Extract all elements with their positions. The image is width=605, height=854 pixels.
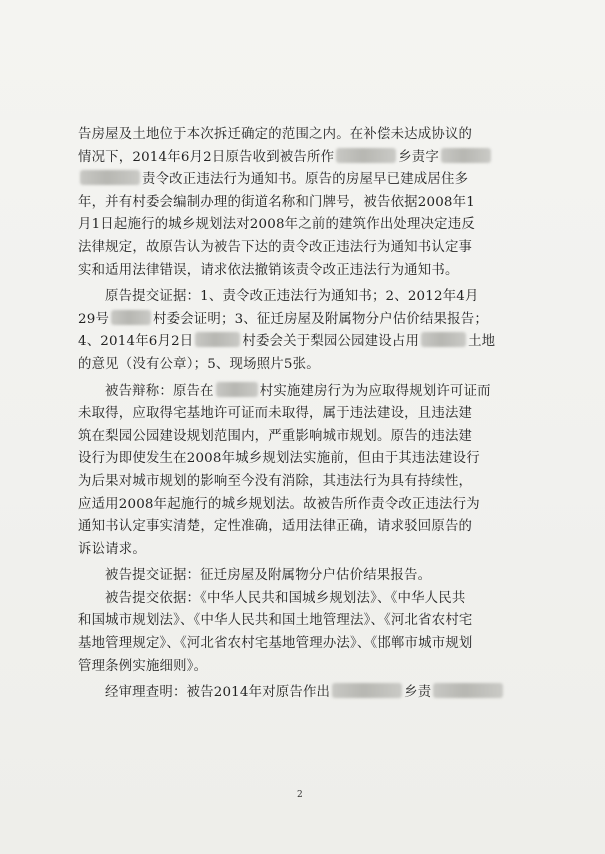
text-line	[78, 214, 556, 237]
text-segment: 被告提交证据：征迁房屋及附属物分户估价结果报告。	[105, 568, 432, 584]
text-segment: 年，并有村委会编制办理的街道名称和门牌号，被告依据2008年1	[78, 194, 475, 210]
text-segment: 筑在梨园公园建设规划范围内，严重影响城市规划。原告的违法建	[78, 428, 473, 444]
text-line	[78, 381, 556, 404]
redaction-blur	[421, 332, 466, 347]
text-line	[78, 494, 556, 517]
redaction-blur	[332, 683, 402, 698]
text-line	[78, 682, 556, 705]
redaction-blur	[111, 310, 151, 325]
redaction-blur	[80, 170, 140, 185]
text-line	[78, 471, 556, 494]
text-line	[78, 237, 556, 260]
text-segment: 土地	[468, 334, 496, 350]
redaction-blur	[216, 382, 258, 397]
text-line	[78, 260, 556, 283]
text-segment: 基地管理规定》、《河北省农村宅基地管理办法》、《邯郸市城市规划	[78, 636, 473, 652]
redaction-blur	[336, 148, 396, 163]
text-segment: 法律规定，故原告认为被告下达的责令改正违法行为通知书认定事	[78, 239, 473, 255]
text-line	[78, 656, 556, 679]
text-segment: 乡责	[404, 685, 432, 701]
text-segment: 未取得，应取得宅基地许可证而未取得，属于违法建设，且违法建	[78, 406, 473, 422]
text-segment: 诉讼请求。	[78, 541, 146, 557]
text-line	[78, 309, 556, 332]
text-segment: 村实施建房行为为应取得规划许可证而	[259, 383, 491, 399]
text-segment: 原告提交证据：1、责令改正违法行为通知书；2、2012年4月	[105, 289, 479, 305]
text-line	[78, 516, 556, 539]
text-segment: 的意见（没有公章）；5、现场照片5张。	[78, 356, 320, 372]
document-body	[78, 124, 556, 705]
text-segment: 设行为即使发生在2008年城乡规划法实施前，但由于其违法建设行	[78, 451, 480, 467]
text-segment: 被告提交依据：《中华人民共和国城乡规划法》、《中华人民共	[105, 590, 466, 606]
text-segment: 月1日起施行的城乡规划法对2008年之前的建筑作出处理决定违反	[78, 217, 475, 233]
text-line	[78, 633, 556, 656]
text-segment: 经审理查明：被告2014年对原告作出	[105, 685, 331, 701]
text-line	[78, 426, 556, 449]
text-line	[78, 169, 556, 192]
text-line	[78, 331, 556, 354]
redaction-blur	[195, 332, 240, 347]
text-segment: 告房屋及土地位于本次拆迁确定的范围之内。在补偿未达成协议的	[78, 127, 473, 142]
text-line	[78, 610, 556, 633]
text-segment: 和国城市规划法》、《中华人民共和国土地管理法》、《河北省农村宅	[78, 613, 473, 629]
text-segment: 情况下，2014年6月2日原告收到被告所作	[78, 149, 335, 165]
text-line	[78, 539, 556, 562]
page-number: 2	[297, 790, 303, 800]
redaction-blur	[433, 683, 503, 698]
text-line	[78, 286, 556, 309]
text-line	[78, 403, 556, 426]
text-segment: 4、2014年6月2日	[78, 334, 194, 350]
text-segment: 乡责字	[398, 149, 439, 165]
text-segment: 应适用2008年起施行的城乡规划法。故被告所作责令改正违法行为	[78, 496, 480, 512]
text-line	[78, 354, 556, 377]
text-segment: 责令改正违法行为通知书。原告的房屋早已建成居住多	[142, 172, 469, 188]
redaction-blur	[441, 148, 491, 163]
text-segment: 管理条例实施细则》。	[78, 658, 208, 674]
text-segment: 村委会证明；3、征迁房屋及附属物分户估价结果报告；	[153, 311, 488, 327]
text-segment: 为后果对城市规划的影响至今没有消除，其违法行为具有持续性，	[78, 473, 473, 489]
text-segment: 村委会关于梨园公园建设占用	[242, 334, 420, 350]
text-line	[78, 192, 556, 215]
text-segment: 实和适用法律错误，请求依法撤销该责令改正违法行为通知书。	[78, 262, 459, 278]
text-line	[78, 124, 556, 147]
text-segment: 29号	[78, 311, 110, 327]
text-line	[78, 565, 556, 588]
text-line	[78, 448, 556, 471]
text-segment: 通知书认定事实清楚，定性准确，适用法律正确，请求驳回原告的	[78, 519, 473, 535]
text-segment: 被告辩称：原告在	[105, 383, 214, 399]
text-line	[78, 147, 556, 170]
text-line	[78, 588, 556, 611]
